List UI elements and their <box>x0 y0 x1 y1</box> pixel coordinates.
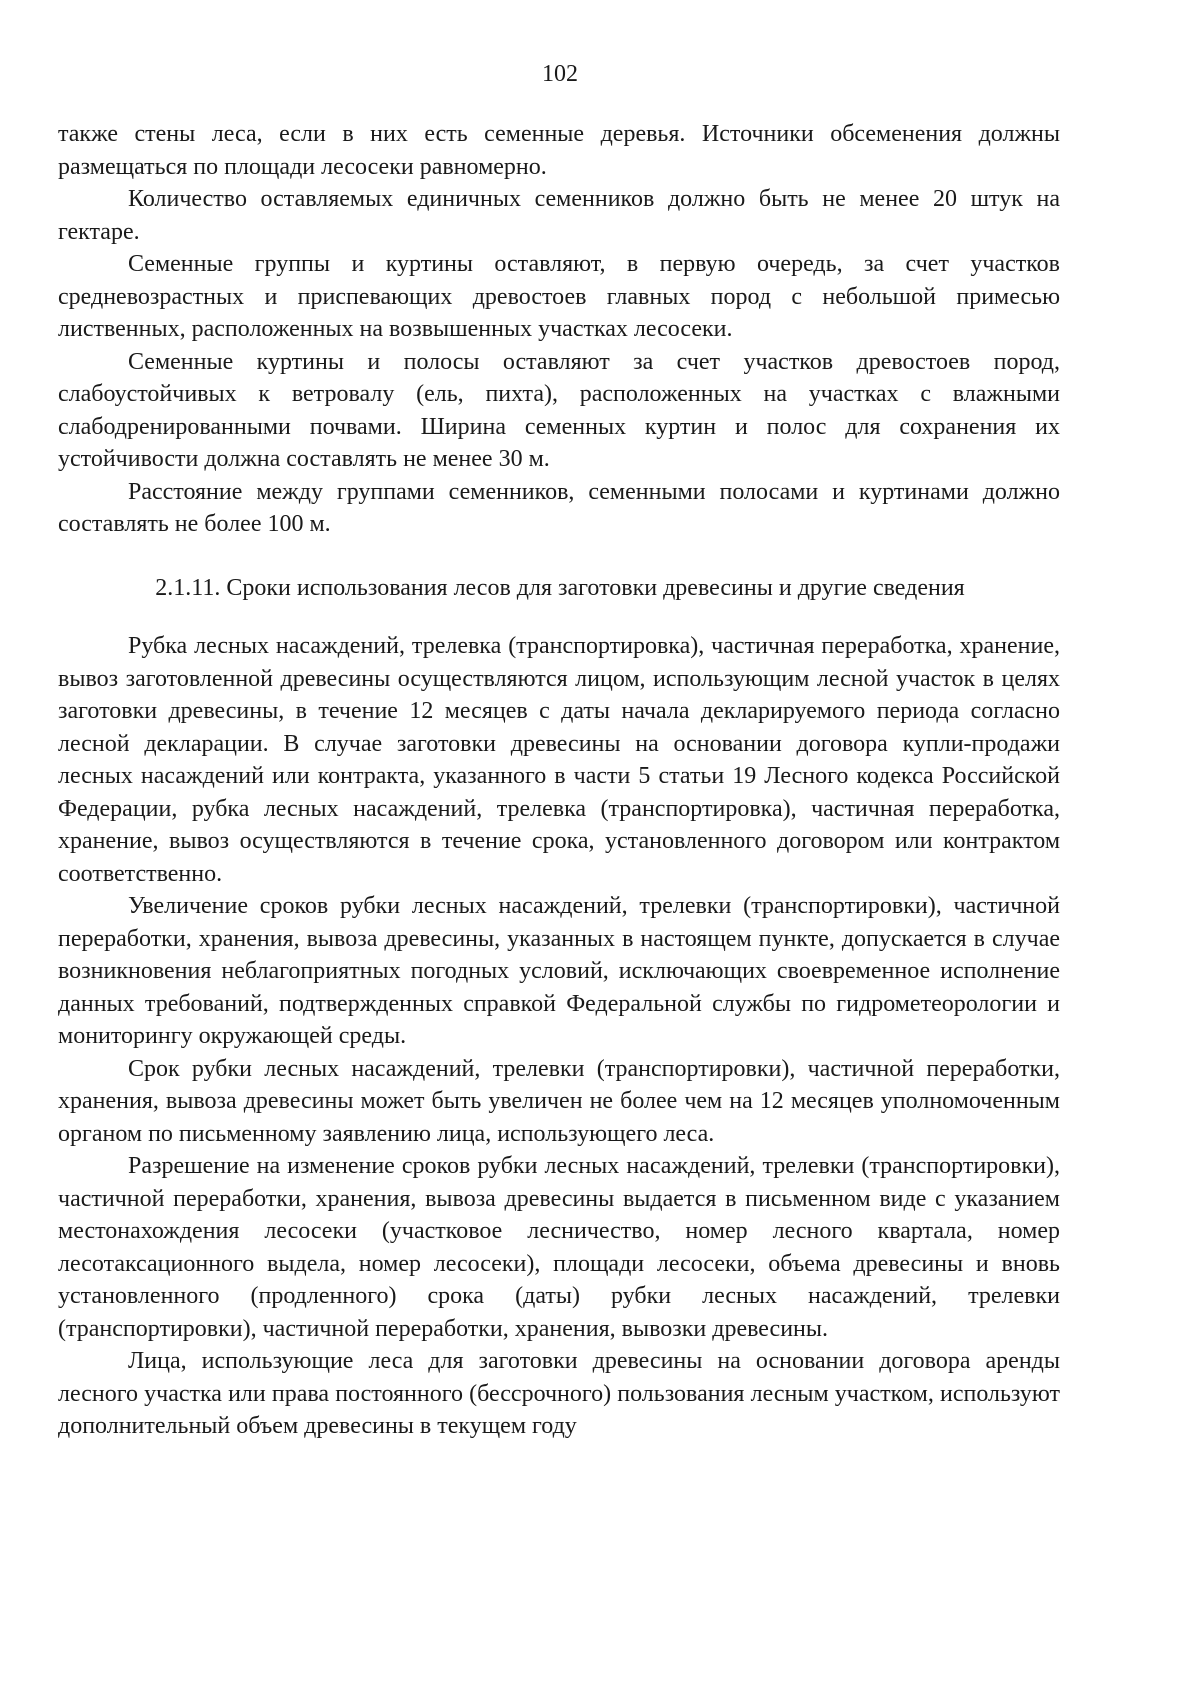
paragraph: Количество оставляемых единичных семенников должно быть не менее 20 штук на гектаре. <box>58 186 1060 245</box>
bottom-text-block <box>58 630 1060 1443</box>
paragraph: Семенные группы и куртины оставляют, в первую очередь, за счет участков средневозрастных и приспевающих древостоев главных пород с небольшой примесью лиственных, расположенных на возвышенных участках лесосеки. <box>58 251 1060 342</box>
section-heading: 2.1.11. Сроки использования лесов для заготовки древесины и другие сведения <box>155 575 965 601</box>
paragraph: также стены леса, если в них есть семенные деревья. Источники обсеменения должны размещаться по площади лесосеки равномерно. <box>58 121 1060 180</box>
paragraph: Рубка лесных насаждений, трелевка (транспортировка), частичная переработка, хранение, вывоз заготовленной древесины осуществляются лицом, использующим лесной участок в целях заготовки древесины, в течение 12 месяцев с даты начала декларируемого периода согласно лесной декларации. В случае заготовки древесины на основании договора купли-продажи лесных насаждений или контракта, указанного в части 5 статьи 19 Лесного кодекса Российской Федерации, рубка лесных насаждений, трелевка (транспортировка), частичная переработка, хранение, вывоз осуществляются в течение срока, установленного договором или контрактом соответственно. <box>58 633 1060 887</box>
paragraph: Расстояние между группами семенников, семенными полосами и куртинами должно составлять не более 100 м. <box>58 478 1060 537</box>
paragraph: Разрешение на изменение сроков рубки лесных насаждений, трелевки (транспортировки), частичной переработки, хранения, вывоза древесины выдается в письменном виде с указанием местонахождения лесосеки (участковое лесничество, номер лесного квартала, номер лесотаксационного выдела, номер лесосеки), площади лесосеки, объема древесины и вновь установленного (продленного) срока (даты) рубки лесных насаждений, трелевки (транспортировки), частичной переработки, хранения, вывозки древесины. <box>58 1153 1060 1342</box>
paragraph: Семенные куртины и полосы оставляют за счет участков древостоев пород, слабоустойчивых к ветровалу (ель, пихта), расположенных на участках с влажными слабодренированными почвами. Ширина семенных куртин и полос для сохранения их устойчивости должна составлять не менее 30 м. <box>58 348 1060 472</box>
paragraph: Лица, использующие леса для заготовки древесины на основании договора аренды лесного участка или права постоянного (бессрочного) пользования лесным участком, используют дополнительный объем древесины в текущем году <box>58 1348 1060 1439</box>
page-number: 102 <box>542 61 578 87</box>
paragraph: Увеличение сроков рубки лесных насаждений, трелевки (транспортировки), частичной переработки, хранения, вывоза древесины, указанных в настоящем пункте, допускается в случае возникновения неблагоприятных погодных условий, исключающих своевременное исполнение данных требований, подтвержденных справкой Федеральной службы по гидрометеорологии и мониторингу окружающей среды. <box>58 893 1060 1049</box>
paragraph: Срок рубки лесных насаждений, трелевки (транспортировки), частичной переработки, хранения, вывоза древесины может быть увеличен не более чем на 12 месяцев уполномоченным органом по письменному заявлению лица, использующего леса. <box>58 1055 1060 1147</box>
top-text-block <box>58 118 1060 541</box>
